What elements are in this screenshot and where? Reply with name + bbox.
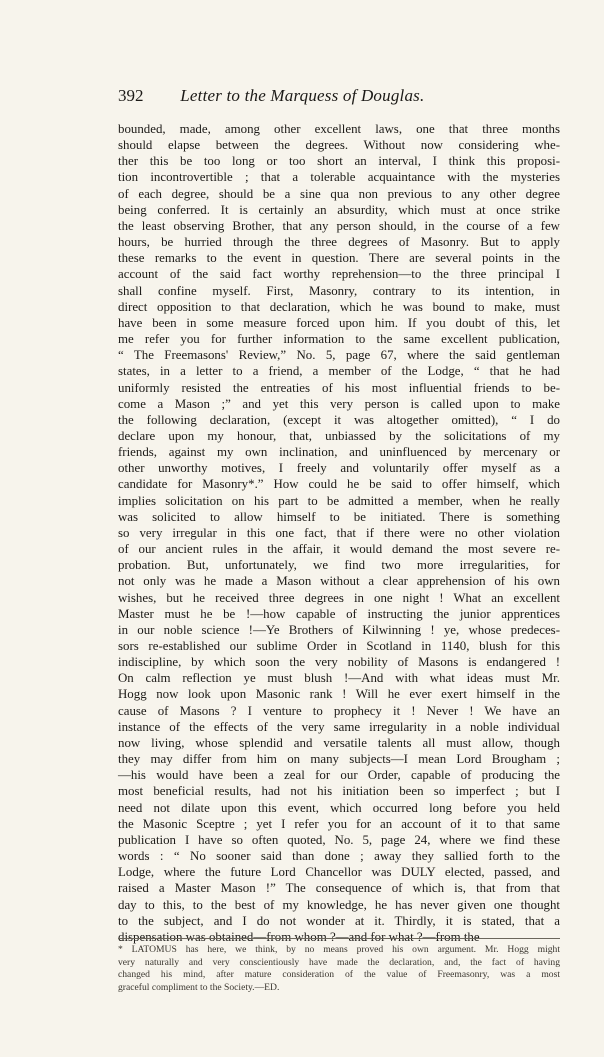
text-line: in our noble science !—Ye Brothers of Kilwinning ! ye, whose predeces- bbox=[118, 622, 560, 637]
text-line: being conferred. It is certainly an absurdity, which must at once strike bbox=[118, 202, 560, 217]
text-line: these remarks to the event in question. There are several points in the bbox=[118, 251, 560, 266]
text-line: Master must he be !—how capable of instructing the junior apprentices bbox=[118, 606, 560, 621]
text-line: states, in a letter to a friend, a member of the Lodge, “ that he had bbox=[118, 364, 560, 379]
text-line: words : “ No sooner said than done ; away they sallied forth to the bbox=[118, 849, 560, 864]
text-line: ther this be too long or too short an interval, I think this proposi- bbox=[118, 154, 560, 169]
footnote bbox=[118, 944, 560, 994]
text-line: need not dilate upon this event, which occurred long before you held bbox=[118, 800, 560, 815]
footnote-line: * LATOMUS has here, we think, by no means proved his own argument. Mr. Hogg might bbox=[118, 944, 560, 955]
text-line: the following declaration, (except it was altogether omitted), “ I do bbox=[118, 412, 560, 427]
text-line: to the subject, and I do not wonder at it. Thirdly, it is stated, that a bbox=[118, 913, 560, 928]
text-line: candidate for Masonry*.” How could he be said to offer himself, which bbox=[118, 477, 560, 492]
text-line: now living, whose splendid and versatile talents all must allow, though bbox=[118, 735, 560, 750]
text-line: bounded, made, among other excellent laws, one that three months bbox=[118, 122, 560, 136]
text-line: day to this, to the best of my knowledge, he has never given one thought bbox=[118, 897, 560, 912]
text-line: cause of Masons ? I venture to prophecy it ! Never ! We have an bbox=[118, 703, 560, 718]
text-line: indiscipline, by which soon the very nobility of Masons is endangered ! bbox=[118, 655, 560, 670]
text-line: direct opposition to that declaration, which he was bound to make, must bbox=[118, 299, 560, 314]
text-line: “ The Freemasons' Review,” No. 5, page 67, where the said gentleman bbox=[118, 348, 560, 363]
text-line: probation. But, unfortunately, we find two more irregularities, for bbox=[118, 558, 560, 573]
page-number: 392 bbox=[118, 86, 144, 105]
text-line: have been in some measure forced upon him. If you doubt of this, let bbox=[118, 315, 560, 330]
text-line: raised a Master Mason !” The consequence of which is, that from that bbox=[118, 881, 560, 896]
text-line: of each degree, should be a sine qua non previous to any other degree bbox=[118, 186, 560, 201]
text-line: uniformly resisted the entreaties of his most influential friends to be- bbox=[118, 380, 560, 395]
footnote-rule bbox=[118, 938, 560, 939]
text-line: shall confine myself. First, Masonry, contrary to its intention, in bbox=[118, 283, 560, 298]
footnote-line: very naturally and very conscientiously have made the declaration, and, the fact of having bbox=[118, 956, 560, 968]
text-line: of our ancient rules in the affair, it would demand the most severe re- bbox=[118, 542, 560, 557]
text-line: should elapse between the degrees. Without now considering whe- bbox=[118, 138, 560, 153]
text-line: so very irregular in this one fact, that if there were no other violation bbox=[118, 525, 560, 540]
text-line: implies solicitation on his part to be admitted a member, when he really bbox=[118, 493, 560, 508]
text-line: declare upon my honour, that, unbiassed by the solicitations of my bbox=[118, 428, 560, 443]
page-header bbox=[118, 86, 538, 106]
text-line: the Masonic Sceptre ; yet I refer you for an account of it to that same bbox=[118, 816, 560, 831]
text-line: most beneficial results, had not his initiation been so imperfect ; but I bbox=[118, 784, 560, 799]
text-line: sors re-established our sublime Order in Scotland in 1140, blush for this bbox=[118, 639, 560, 653]
text-line: Hogg now look upon Masonic rank ! Will he ever exert himself in the bbox=[118, 687, 560, 702]
text-line: me refer you for further information to the same excellent publication, bbox=[118, 332, 560, 347]
text-line: —his would have been a zeal for our Order, capable of producing the bbox=[118, 768, 560, 783]
body-text bbox=[118, 121, 560, 945]
text-line: hours, be hurried through the three degrees of Masonry. But to apply bbox=[118, 235, 560, 250]
text-line: instance of the effects of the very same irregularity in a noble individual bbox=[118, 719, 560, 734]
text-line: wishes, but he received three degrees in one night ! What an excellent bbox=[118, 590, 560, 605]
text-line: tion incontrovertible ; that a tolerable acquaintance with the mysteries bbox=[118, 170, 560, 185]
text-line: they may differ from him on many subjects—I mean Lord Brougham ; bbox=[118, 752, 560, 767]
running-title: Letter to the Marquess of Douglas. bbox=[180, 86, 425, 105]
text-line: the least observing Brother, that any person should, in the course of a few bbox=[118, 218, 560, 233]
text-line: On calm reflection ye must blush !—And with what ideas must Mr. bbox=[118, 671, 560, 686]
text-line: other unworthy motives, I freely and voluntarily offer myself as a bbox=[118, 461, 560, 476]
footnote-line: graceful compliment to the Society.—ED. bbox=[118, 981, 280, 993]
text-line: not only was he made a Mason without a clear apprehension of his own bbox=[118, 574, 560, 589]
text-line: come a Mason ;” and yet this very person is called upon to make bbox=[118, 396, 560, 411]
text-line: publication I have so often quoted, No. 5, page 24, where we find these bbox=[118, 832, 560, 847]
text-line: account of the said fact worthy reprehension—to the three principal I bbox=[118, 267, 560, 282]
text-line: friends, against my own inclination, and uninfluenced by mercenary or bbox=[118, 445, 560, 460]
text-line: was solicited to allow himself to be initiated. There is something bbox=[118, 509, 560, 524]
text-line: dispensation was obtained—from whom ?—and for what ?—from the bbox=[118, 929, 480, 944]
text-line: Lodge, where the future Lord Chancellor was DULY elected, passed, and bbox=[118, 865, 560, 880]
footnote-line: changed his mind, after mature consideration of the value of Freemasonry, was a most bbox=[118, 969, 560, 980]
